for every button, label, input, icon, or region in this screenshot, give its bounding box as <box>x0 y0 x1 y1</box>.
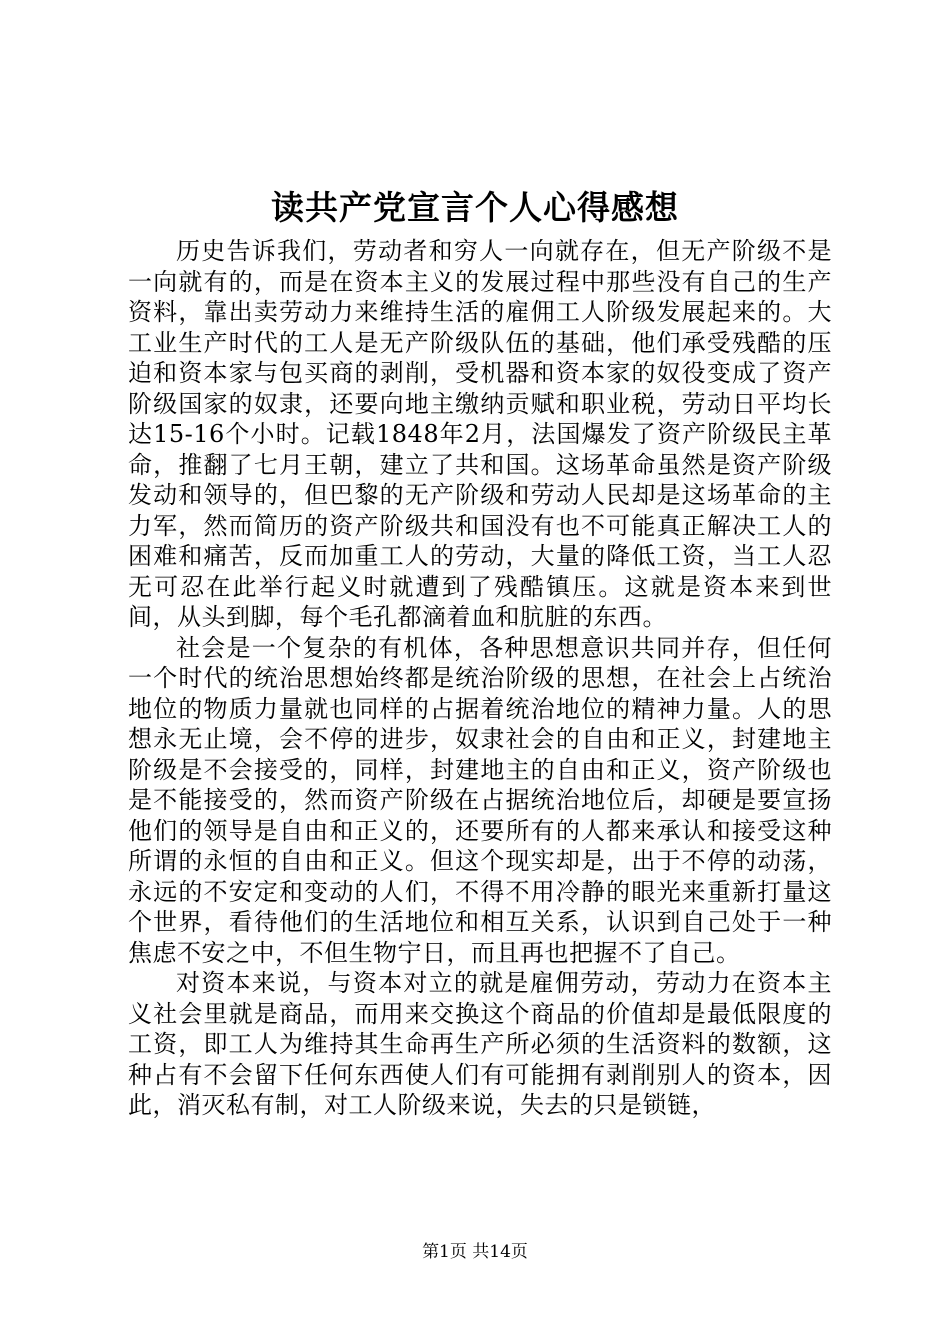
paragraph-1: 历史告诉我们，劳动者和穷人一向就存在，但无产阶级不是一向就有的，而是在资本主义的发展过程中那些没有自己的生产资料，靠出卖劳动力来维持生活的雇佣工人阶级发展起来的。大工业生产时代的工人是无产阶级队伍的基础，他们承受残酷的压迫和资本家与包买商的剥削，受机器和资本家的奴役变成了资产阶级国家的奴隶，还要向地主缴纳贡赋和职业税，劳动日平均长达15-16个小时。记载1848年2月，法国爆发了资产阶级民主革命，推翻了七月王朝，建立了共和国。这场革命虽然是资产阶级发动和领导的，但巴黎的无产阶级和劳动人民却是这场革命的主力军，然而简历的资产阶级共和国没有也不可能真正解决工人的困难和痛苦，反而加重工人的劳动，大量的降低工资，当工人忍无可忍在此举行起义时就遭到了残酷镇压。这就是资本来到世间，从头到脚，每个毛孔都滴着血和肮脏的东西。 <box>128 237 832 631</box>
paragraph-3: 对资本来说，与资本对立的就是雇佣劳动，劳动力在资本主义社会里就是商品，而用来交换这个商品的价值却是最低限度的工资，即工人为维持其生命再生产所必须的生活资料的数额，这种占有不会留下任何东西使人们有可能拥有剥削别人的资本，因此，消灭私有制，对工人阶级来说，失去的只是锁链， <box>128 969 832 1119</box>
paragraph-2: 社会是一个复杂的有机体，各种思想意识共同并存，但任何一个时代的统治思想始终都是统治阶级的思想，在社会上占统治地位的物质力量就也同样的占据着统治地位的精神力量。人的思想永无止境，会不停的进步，奴隶社会的自由和正义，封建地主阶级是不会接受的，同样，封建地主的自由和正义，资产阶级也是不能接受的，然而资产阶级在占据统治地位后，却硬是要宣扬他们的领导是自由和正义的，还要所有的人都来承认和接受这种所谓的永恒的自由和正义。但这个现实却是，出于不停的动荡，永远的不安定和变动的人们，不得不用冷静的眼光来重新打量这个世界，看待他们的生活地位和相互关系，认识到自己处于一种焦虑不安之中，不但生物宁日，而且再也把握不了自己。 <box>128 633 832 967</box>
page-footer: 第1页 共14页 <box>422 1242 528 1262</box>
document-body <box>128 236 832 1121</box>
document-title: 读共产党宣言个人心得感想 <box>271 188 679 227</box>
